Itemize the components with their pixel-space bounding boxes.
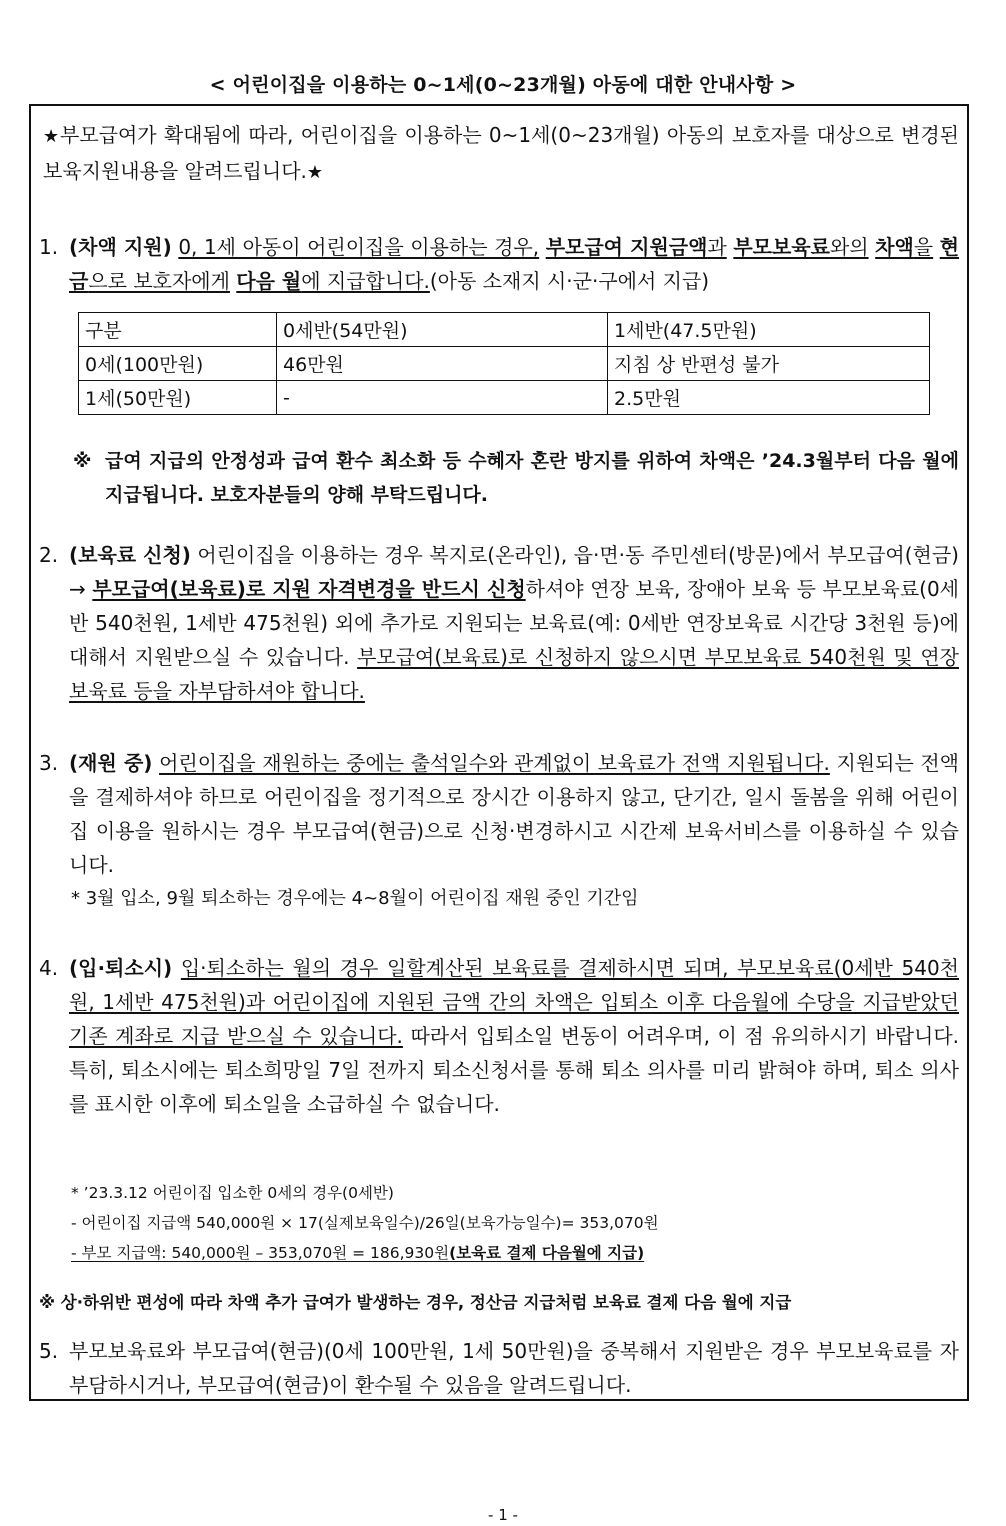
item-number: 4. bbox=[39, 956, 59, 980]
item-text: 0, 1세 아동이 어린이집을 이용하는 경우, bbox=[178, 235, 540, 259]
table-header-cell: 구분 bbox=[79, 313, 277, 347]
note-payment bbox=[73, 444, 959, 512]
star-icon: ★ bbox=[43, 126, 61, 147]
benefit-table bbox=[78, 312, 930, 415]
notice-box bbox=[29, 104, 969, 1401]
table-cell: 46만원 bbox=[277, 347, 608, 381]
item-heading: (보육료 신청) bbox=[69, 543, 191, 567]
table-cell: 0세(100만원) bbox=[79, 347, 277, 381]
item-emphasis: 부모보육료 bbox=[733, 235, 830, 259]
item-5 bbox=[39, 1334, 959, 1402]
item-1 bbox=[39, 230, 960, 298]
table-cell: 2.5만원 bbox=[608, 381, 930, 415]
table-cell: 지침 상 반편성 불가 bbox=[608, 347, 930, 381]
item-emphasis: 부모급여(보육료)로 지원 자격변경을 반드시 신청 bbox=[92, 577, 526, 601]
note-grouping: ※ 상·하위반 편성에 따라 차액 추가 급여가 발생하는 경우, 정산금 지급처럼 보육료 결제 다음 월에 지급 bbox=[39, 1293, 792, 1312]
item-3 bbox=[39, 746, 960, 916]
item-text: 으로 보호자에게 bbox=[88, 269, 230, 293]
table-row bbox=[79, 381, 930, 415]
table-header-cell: 0세반(54만원) bbox=[277, 313, 608, 347]
table-row bbox=[79, 347, 930, 381]
intro-paragraph bbox=[43, 118, 959, 190]
item-emphasis: 부모급여 지원금액 bbox=[545, 235, 708, 259]
item-text: 와의 bbox=[829, 235, 869, 259]
table-header-cell: 1세반(47.5만원) bbox=[608, 313, 930, 347]
table-header-row bbox=[79, 313, 930, 347]
item-text: 하셔야 연장 보육, 장애아 보육 등 부모보육료(0세반 540천원, 1세반 475천원) 외에 추가로 지원되는 보육료(예: 0세반 연장보육료 시간당 3천원 등)에 대해서 지원받으실 수 있습니다. bbox=[69, 577, 959, 669]
item-heading: (재원 중) bbox=[69, 751, 153, 775]
item-text: (아동 소재지 시·군·구에서 지급) bbox=[429, 269, 710, 293]
item-number: 5. bbox=[39, 1339, 59, 1363]
star-icon: ★ bbox=[306, 162, 324, 183]
item-emphasis: 차액 bbox=[875, 235, 914, 259]
example-line: * ’23.3.12 어린이집 입소한 0세의 경우(0세반) bbox=[71, 1184, 394, 1202]
item-text: 지원되는 전액을 결제하셔야 하므로 어린이집을 정기적으로 장시간 이용하지 않고, 단기간, 일시 돌봄을 위해 어린이집 이용을 원하시는 경우 부모급여(현금)으로 신청·변경하시고 시간제 보육서비스를 이용하실 수 있습니다. bbox=[69, 751, 960, 877]
note-text: 급여 지급의 안정성과 급여 환수 최소화 등 수혜자 혼란 방지를 위하여 차액은 ’24.3월부터 다음 월에 지급됩니다. 보호자분들의 양해 부탁드립니다. bbox=[105, 450, 959, 506]
table-cell: 1세(50만원) bbox=[79, 381, 277, 415]
item-text: 입·퇴소하는 월의 경우 일할계산된 보육료를 결제하시면 되며, 부모보육료(0세반 540천원, 1세반 475천원)과 어린이집에 지원된 금액 간의 차액은 입퇴소 이후 다음월에 수당을 지급받았던 기존 계좌로 지급 받으실 수 있습니다. bbox=[69, 956, 959, 1048]
item-4 bbox=[39, 951, 960, 1121]
example-line bbox=[71, 1239, 951, 1267]
note-mark: ※ bbox=[73, 450, 92, 472]
item-number: 3. bbox=[39, 751, 59, 775]
item-text: 부모보육료와 부모급여(현금)(0세 100만원, 1세 50만원)을 중복해서 지원받은 경우 부모보육료를 자부담하시거나, 부모급여(현금)이 환수될 수 있음을 알려드립니다. bbox=[69, 1339, 959, 1397]
page-title: < 어린이집을 이용하는 0~1세(0~23개월) 아동에 대한 안내사항 > bbox=[209, 74, 797, 96]
item-2 bbox=[39, 538, 959, 708]
item-text: 과 bbox=[707, 235, 727, 259]
example-text: - 부모 지급액: 540,000원 – 353,070원 = 186,930원 bbox=[71, 1244, 450, 1262]
table-cell: - bbox=[277, 381, 608, 415]
example-line: - 어린이집 지급액 540,000원 × 17(실제보육일수)/26일(보육가능일수)= 353,070원 bbox=[71, 1214, 659, 1232]
item-emphasis: 다음 월 bbox=[236, 269, 302, 293]
item-text: 부모급여(보육료)로 신청하지 않으시면 부모보육료 540천원 및 연장보육료 등을 자부담하셔야 합니다. bbox=[69, 645, 959, 703]
item-number: 2. bbox=[39, 543, 59, 567]
intro-text: 부모급여가 확대됨에 따라, 어린이집을 이용하는 0~1세(0~23개월) 아동의 보호자를 대상으로 변경된 보육지원내용을 알려드립니다. bbox=[43, 123, 959, 183]
item-text: 어린이집을 재원하는 중에는 출석일수와 관계없이 보육료가 전액 지원됩니다. bbox=[159, 751, 830, 775]
item-heading: (입·퇴소시) bbox=[69, 956, 173, 980]
item-text: 에 지급합니다. bbox=[301, 269, 430, 293]
item-emphasis: 현금 bbox=[69, 235, 960, 293]
item-text: 을 bbox=[913, 235, 934, 259]
example-emphasis: (보육료 결제 다음월에 지급) bbox=[449, 1244, 645, 1262]
item-heading: (차액 지원) bbox=[69, 235, 172, 259]
page-number: - 1 - bbox=[488, 1506, 518, 1524]
item-subnote: * 3월 입소, 9월 퇴소하는 경우에는 4~8월이 어린이집 재원 중인 기간임 bbox=[71, 888, 639, 909]
item-text: 따라서 입퇴소일 변동이 어려우며, 이 점 유의하시기 바랍니다. 특히, 퇴소시에는 퇴소희망일 7일 전까지 퇴소신청서를 통해 퇴소 의사를 미리 밝혀야 하며, 퇴소 의사를 표시한 이후에 퇴소일을 소급하실 수 없습니다. bbox=[69, 1024, 960, 1116]
item-text: 어린이집을 이용하는 경우 복지로(온라인), 읍·면·동 주민센터(방문)에서 부모급여(현금) → bbox=[69, 543, 959, 601]
item-number: 1. bbox=[39, 235, 59, 259]
